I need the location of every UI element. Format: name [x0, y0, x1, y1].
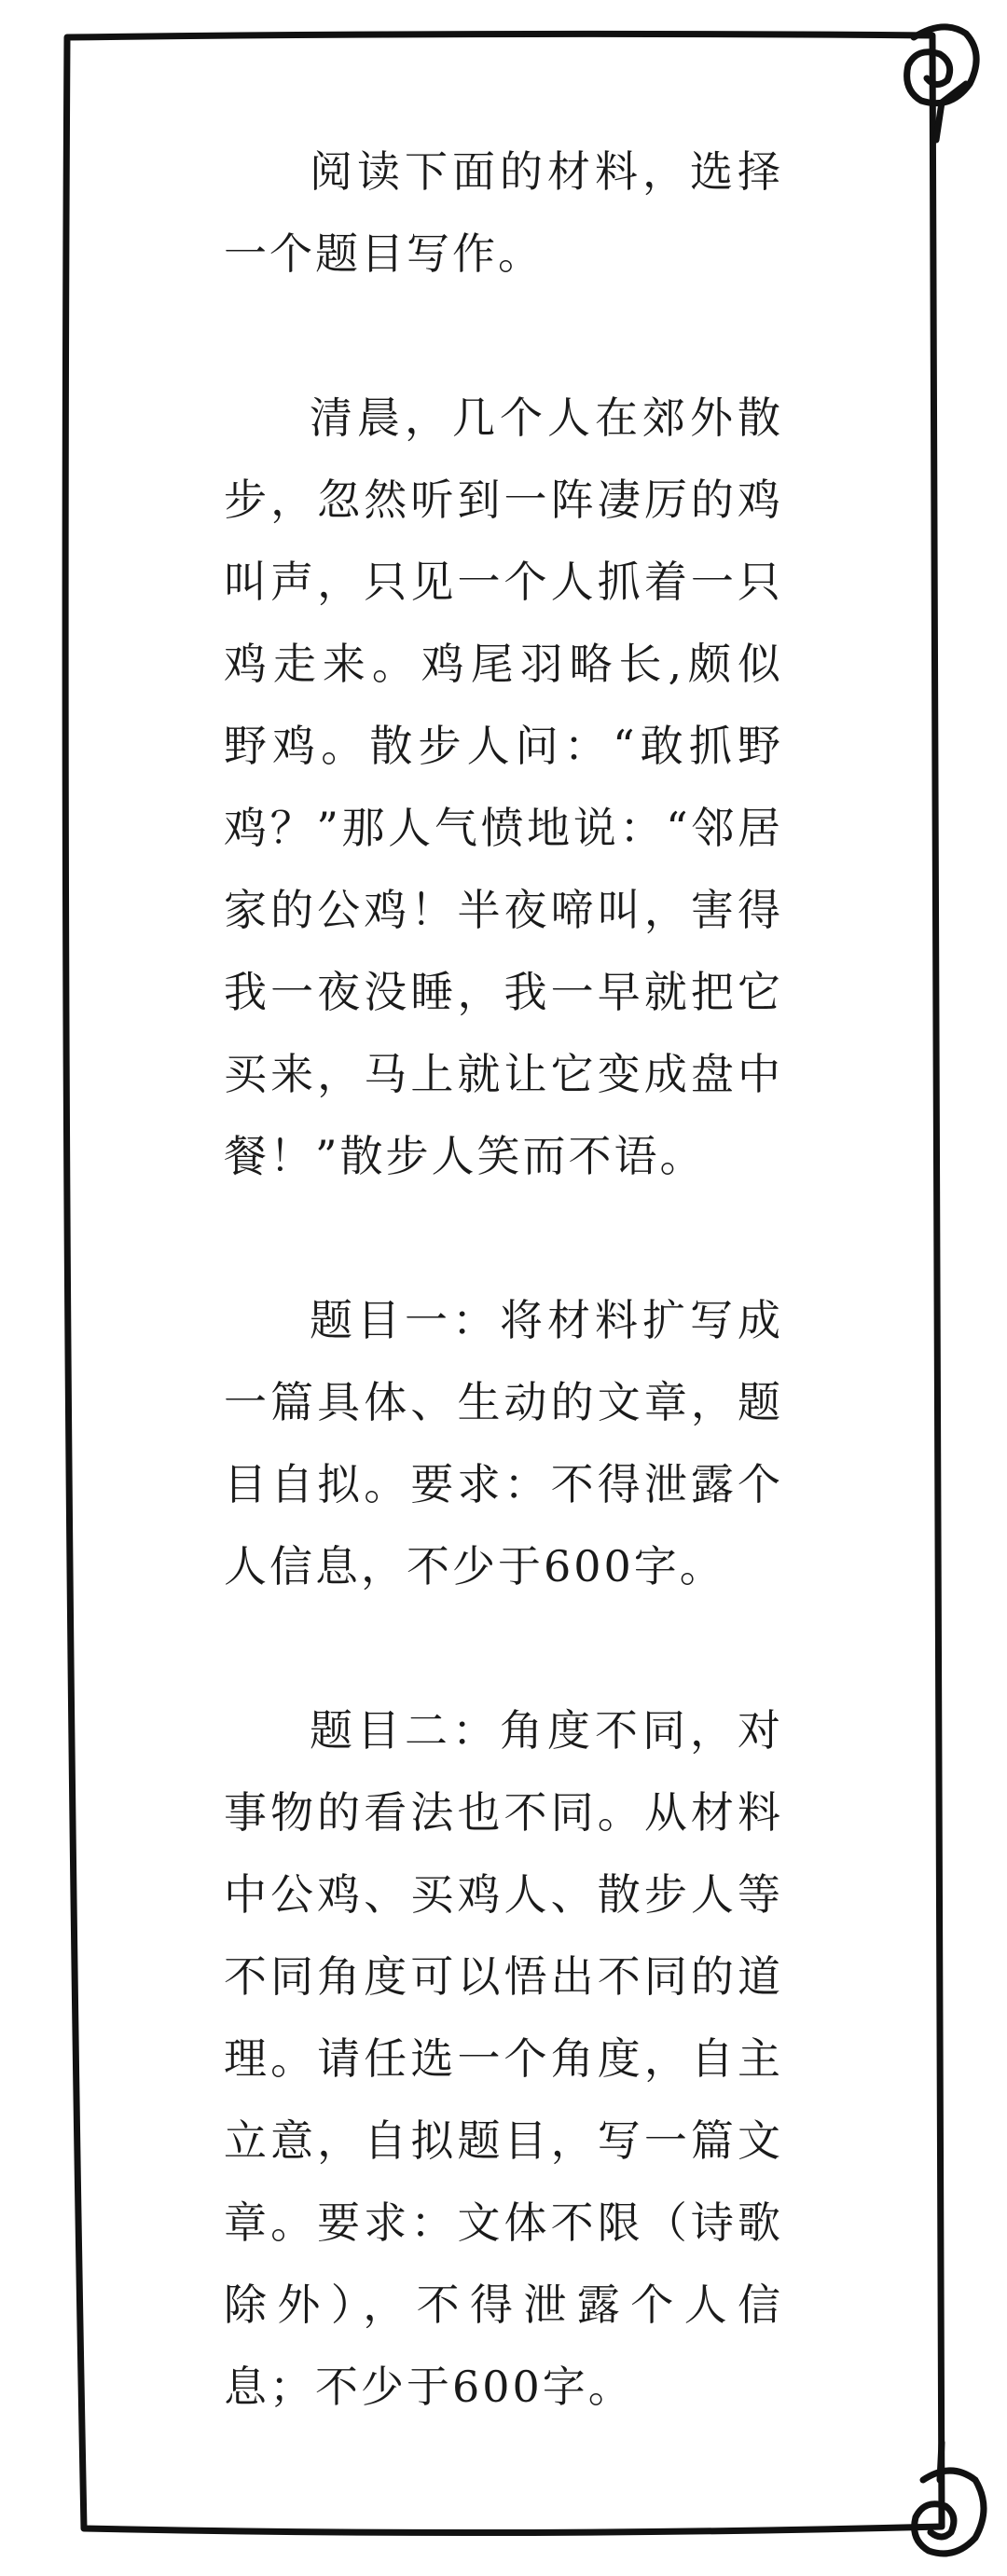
topic-one-paragraph: 题目一：将材料扩写成一篇具体、生动的文章，题目自拟。要求：不得泄露个人信息，不少于600字。 — [224, 1295, 783, 1591]
topic-two-paragraph: 题目二：角度不同，对事物的看法也不同。从材料中公鸡、买鸡人、散步人等不同角度可以悟出不同的道理。请任选一个角度，自主立意，自拟题目，写一篇文章。要求：文体不限（诗歌除外），不得泄露个人信息；不少于600字。 — [224, 1705, 783, 2412]
document-body — [224, 131, 783, 2428]
instruction-paragraph: 阅读下面的材料，选择一个题目写作。 — [224, 146, 783, 279]
material-paragraph: 清晨，几个人在郊外散步，忽然听到一阵凄厉的鸡叫声，只见一个人抓着一只鸡走来。鸡尾羽略长,颇似野鸡。散步人问：“敢抓野鸡？”那人气愤地说：“邻居家的公鸡！半夜啼叫，害得我一夜没睡，我一早就把它买来，马上就让它变成盘中餐！”散步人笑而不语。 — [224, 393, 783, 1181]
